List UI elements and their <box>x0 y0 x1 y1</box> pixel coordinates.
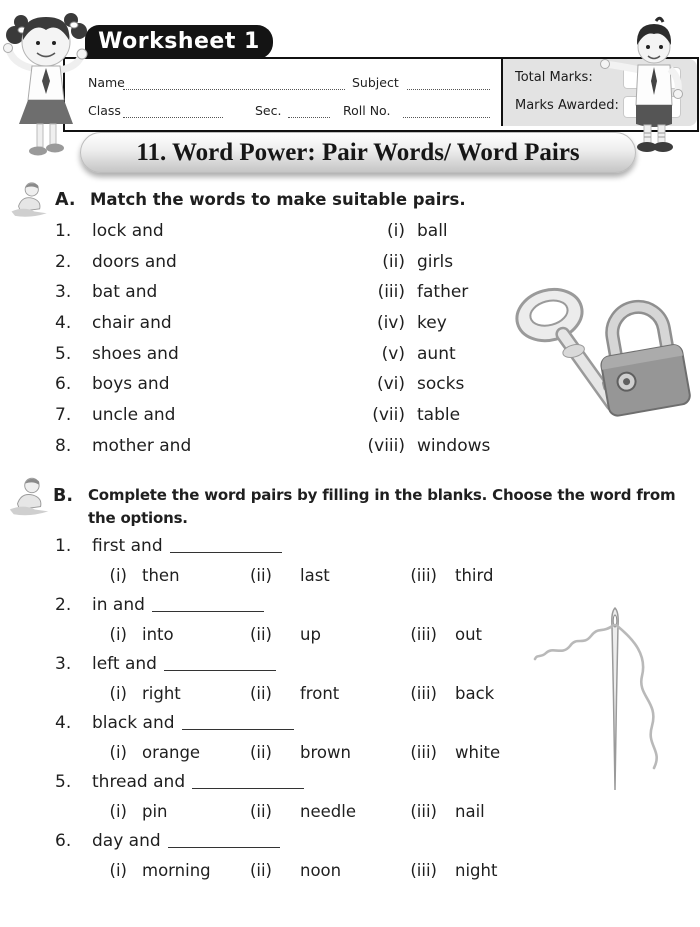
right-word: ball <box>417 221 448 241</box>
item-stem <box>92 650 276 679</box>
class-field[interactable] <box>123 105 223 118</box>
roman-numeral: (iv) <box>376 313 405 333</box>
blank-line[interactable] <box>164 670 276 671</box>
roman-numeral: (vi) <box>376 374 405 394</box>
match-row-6 <box>0 369 520 400</box>
option-word[interactable]: out <box>455 625 483 644</box>
match-row-1 <box>0 216 520 247</box>
section-a-heading: Match the words to make suitable pairs. <box>90 190 466 209</box>
subject-field[interactable] <box>407 77 490 90</box>
section-b-letter: B. <box>53 486 73 506</box>
option-numeral: (i) <box>109 743 127 762</box>
option-word[interactable]: last <box>300 566 330 585</box>
fill-item-3 <box>0 650 540 679</box>
subject-label: Subject <box>352 75 399 90</box>
fill-item-5 <box>0 768 540 797</box>
match-row-4 <box>0 308 520 339</box>
name-field[interactable] <box>123 77 345 90</box>
item-number: 6. <box>55 831 72 851</box>
right-word: girls <box>417 252 454 272</box>
option-word[interactable]: brown <box>300 743 351 762</box>
blank-line[interactable] <box>192 788 304 789</box>
option-numeral: (iii) <box>410 625 437 644</box>
stem-text: day and <box>92 831 161 851</box>
item-stem <box>92 827 280 856</box>
options-row-4 <box>0 738 540 767</box>
left-word: uncle and <box>92 405 176 425</box>
right-word: key <box>417 313 447 333</box>
option-numeral: (ii) <box>249 566 272 585</box>
match-row-2 <box>0 247 520 278</box>
option-numeral: (iii) <box>410 802 437 821</box>
option-numeral: (i) <box>109 684 127 703</box>
option-word[interactable]: noon <box>300 861 342 880</box>
option-numeral: (ii) <box>249 743 272 762</box>
item-number: 1. <box>55 536 72 556</box>
options-row-3 <box>0 679 540 708</box>
option-word[interactable]: then <box>142 566 180 585</box>
match-row-5 <box>0 339 520 370</box>
option-word[interactable]: pin <box>142 802 168 821</box>
needle-and-thread-icon <box>533 598 698 803</box>
item-stem <box>92 768 304 797</box>
match-row-8 <box>0 431 520 462</box>
right-word: table <box>417 405 461 425</box>
match-row-7 <box>0 400 520 431</box>
stem-text: first and <box>92 536 163 556</box>
option-word[interactable]: into <box>142 625 174 644</box>
right-word: aunt <box>417 344 456 364</box>
option-numeral: (iii) <box>410 684 437 703</box>
option-numeral: (iii) <box>410 566 437 585</box>
left-word: lock and <box>92 221 164 241</box>
section-b-heading: Complete the word pairs by filling in the blanks. Choose the word from the options. <box>88 486 676 527</box>
roman-numeral: (i) <box>387 221 405 241</box>
stem-text: left and <box>92 654 157 674</box>
blank-line[interactable] <box>152 611 264 612</box>
item-number: 8. <box>55 436 72 456</box>
item-stem <box>92 532 282 561</box>
roman-numeral: (iii) <box>377 282 405 302</box>
option-numeral: (ii) <box>249 802 272 821</box>
stem-text: thread and <box>92 772 186 792</box>
left-word: bat and <box>92 282 158 302</box>
item-number: 2. <box>55 252 72 272</box>
blank-line[interactable] <box>182 729 294 730</box>
form-row-2 <box>65 103 495 119</box>
right-word: father <box>417 282 469 302</box>
item-number: 4. <box>55 713 72 733</box>
left-word: boys and <box>92 374 170 394</box>
option-word[interactable]: third <box>455 566 494 585</box>
name-label: Name <box>88 75 125 90</box>
roman-numeral: (viii) <box>367 436 405 456</box>
roll-field[interactable] <box>403 105 490 118</box>
item-stem <box>92 591 264 620</box>
option-numeral: (iii) <box>410 743 437 762</box>
boy-character-icon <box>600 15 700 165</box>
sec-label: Sec. <box>255 103 282 118</box>
options-row-5 <box>0 797 540 826</box>
blank-line[interactable] <box>168 847 280 848</box>
option-numeral: (i) <box>109 802 127 821</box>
option-numeral: (i) <box>109 625 127 644</box>
option-word[interactable]: orange <box>142 743 201 762</box>
roll-label: Roll No. <box>343 103 391 118</box>
form-row-1 <box>65 75 495 91</box>
class-label: Class <box>88 103 121 118</box>
item-number: 2. <box>55 595 72 615</box>
option-word[interactable]: night <box>455 861 498 880</box>
option-word[interactable]: needle <box>300 802 356 821</box>
left-word: shoes and <box>92 344 179 364</box>
option-numeral: (i) <box>109 566 127 585</box>
fill-item-2 <box>0 591 540 620</box>
roman-numeral: (v) <box>381 344 405 364</box>
left-word: mother and <box>92 436 192 456</box>
left-word: doors and <box>92 252 177 272</box>
item-number: 3. <box>55 654 72 674</box>
worksheet-banner: Worksheet 1 <box>85 25 273 59</box>
key-and-padlock-icon <box>505 275 695 440</box>
stem-text: in and <box>92 595 145 615</box>
total-marks-label: Total Marks: <box>515 70 593 85</box>
option-numeral: (ii) <box>249 861 272 880</box>
item-number: 1. <box>55 221 72 241</box>
blank-line[interactable] <box>170 552 282 553</box>
item-number: 5. <box>55 772 72 792</box>
options-row-2 <box>0 620 540 649</box>
girl-character-icon <box>0 4 95 159</box>
option-word[interactable]: up <box>300 625 321 644</box>
item-number: 7. <box>55 405 72 425</box>
fill-item-1 <box>0 532 540 561</box>
right-word: socks <box>417 374 465 394</box>
lesson-title: 11. Word Power: Pair Words/ Word Pairs <box>80 132 636 173</box>
fill-item-6 <box>0 827 540 856</box>
fill-item-4 <box>0 709 540 738</box>
left-word: chair and <box>92 313 172 333</box>
stem-text: black and <box>92 713 175 733</box>
section-a-child-icon <box>8 178 52 222</box>
options-row-6 <box>0 856 540 885</box>
sec-field[interactable] <box>288 105 330 118</box>
item-number: 5. <box>55 344 72 364</box>
option-word[interactable]: nail <box>455 802 485 821</box>
options-row-1 <box>0 561 540 590</box>
match-row-3 <box>0 277 520 308</box>
roman-numeral: (vii) <box>372 405 405 425</box>
option-word[interactable]: back <box>455 684 495 703</box>
item-stem <box>92 709 294 738</box>
item-number: 4. <box>55 313 72 333</box>
item-number: 6. <box>55 374 72 394</box>
option-word[interactable]: front <box>300 684 340 703</box>
option-word[interactable]: white <box>455 743 501 762</box>
option-word[interactable]: right <box>142 684 181 703</box>
section-a-letter: A. <box>55 190 76 210</box>
option-word[interactable]: morning <box>142 861 211 880</box>
right-word: windows <box>417 436 491 456</box>
section-b-child-icon <box>6 472 54 522</box>
option-numeral: (ii) <box>249 684 272 703</box>
option-numeral: (ii) <box>249 625 272 644</box>
marks-awarded-label: Marks Awarded: <box>515 98 619 113</box>
item-number: 3. <box>55 282 72 302</box>
roman-numeral: (ii) <box>382 252 405 272</box>
option-numeral: (i) <box>109 861 127 880</box>
option-numeral: (iii) <box>410 861 437 880</box>
